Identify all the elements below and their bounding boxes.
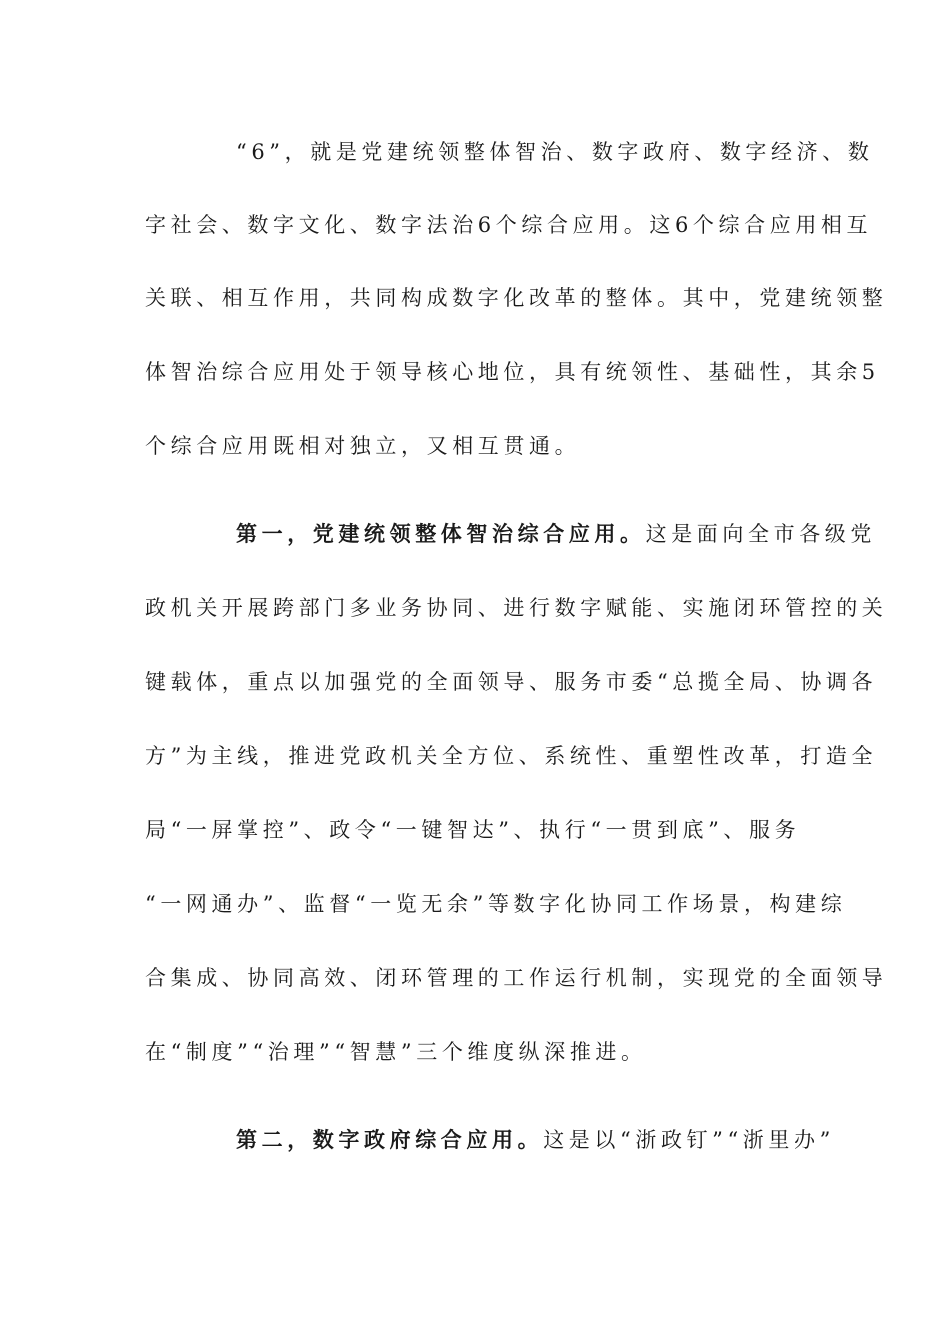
paragraph-2-first-line-text: 这是面向全市各级党	[645, 522, 877, 546]
paragraph-1-line-2: 字社会、数字文化、数字法治6个综合应用。这6个综合应用相互	[145, 213, 873, 237]
paragraph-2-line-8: 在“制度”“治理”“智慧”三个维度纵深推进。	[145, 1040, 647, 1064]
paragraph-2-line-4: 方”为主线，推进党政机关全方位、系统性、重塑性改革，打造全	[145, 744, 878, 768]
paragraph-2-line-3: 键载体，重点以加强党的全面领导、服务市委“总揽全局、协调各	[145, 670, 878, 694]
paragraph-1-line-1: “6”，就是党建统领整体智治、数字政府、数字经济、数	[236, 140, 874, 164]
paragraph-1-line-3: 关联、相互作用，共同构成数字化改革的整体。其中，党建统领整	[145, 286, 888, 310]
paragraph-2-line-2: 政机关开展跨部门多业务协同、进行数字赋能、实施闭环管控的关	[145, 596, 888, 620]
paragraph-2-line-1	[236, 519, 876, 549]
paragraph-3-line-1	[236, 1125, 835, 1155]
paragraph-1-line-4: 体智治综合应用处于领导核心地位，具有统领性、基础性，其余5	[145, 360, 880, 384]
paragraph-2-line-6: “一网通办”、监督“一览无余”等数字化协同工作场景，构建综	[145, 892, 847, 916]
paragraph-2-line-7: 合集成、协同高效、闭环管理的工作运行机制，实现党的全面领导	[145, 966, 888, 990]
paragraph-1-line-5: 个综合应用既相对独立，又相互贯通。	[145, 434, 581, 458]
paragraph-2-line-5: 局“一屏掌控”、政令“一键智达”、执行“一贯到底”、服务	[145, 818, 801, 842]
paragraph-3-heading: 第二，数字政府综合应用。	[236, 1127, 544, 1152]
paragraph-2-heading: 第一，党建统领整体智治综合应用。	[236, 521, 646, 546]
paragraph-3-first-line-text: 这是以“浙政钉”“浙里办”	[543, 1128, 835, 1152]
